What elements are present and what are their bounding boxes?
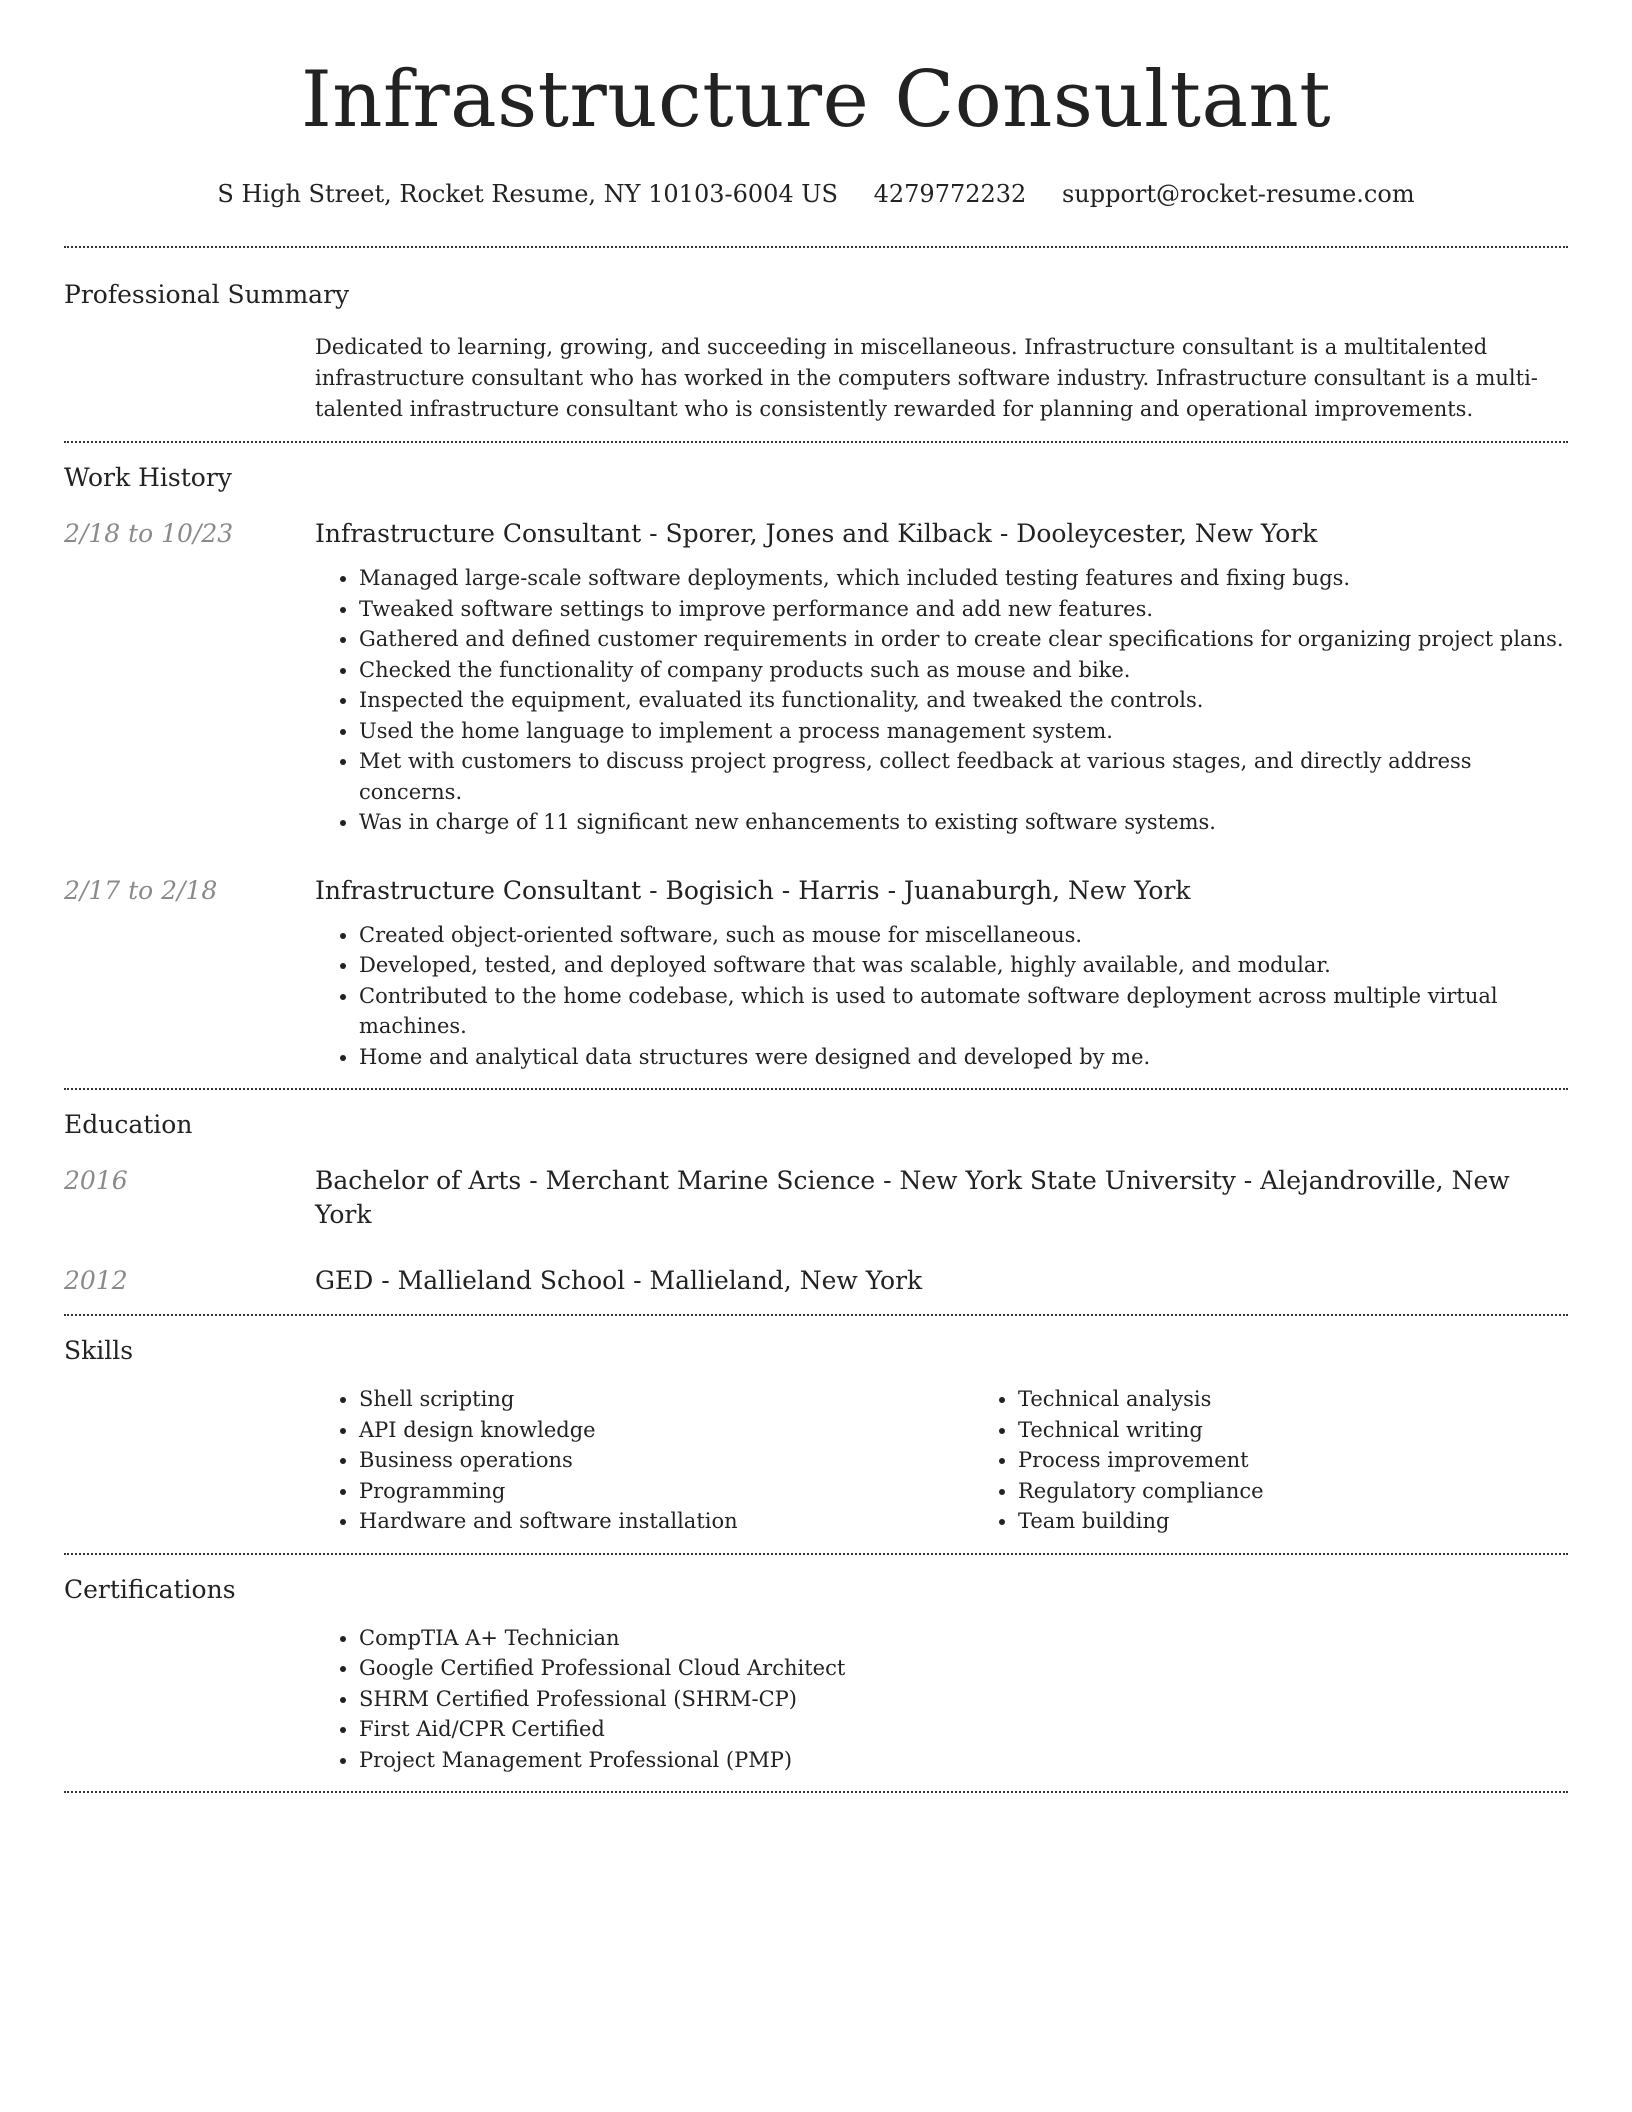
education-entry [64, 1164, 1568, 1232]
skills-section [64, 1316, 1568, 1553]
list-item: • Hardware and software installation [359, 1506, 974, 1537]
list-item: • Process improvement [1018, 1445, 1632, 1476]
list-item: • Technical analysis [1018, 1384, 1632, 1415]
work-history-section [64, 443, 1568, 1088]
contact-line [64, 178, 1568, 210]
list-item: • Home and analytical data structures were designed and developed by me. [359, 1042, 1568, 1073]
education-body [315, 1264, 1568, 1298]
list-item: • Google Certified Professional Cloud Architect [359, 1653, 1568, 1684]
list-item: • Managed large-scale software deployments, which included testing features and fixing bugs. [359, 563, 1568, 594]
education-entry [64, 1264, 1568, 1298]
contact-phone: 4279772232 [873, 180, 1027, 208]
education-heading: Bachelor of Arts - Merchant Marine Science - New York State University - Alejandroville, New York [315, 1166, 1510, 1229]
list-item: • Developed, tested, and deployed software that was scalable, highly available, and modular. [359, 950, 1568, 981]
list-item: • Met with customers to discuss project progress, collect feedback at various stages, and directly address concerns. [359, 746, 1568, 807]
education-row [64, 1264, 1568, 1298]
list-item: • Checked the functionality of company products such as mouse and bike. [359, 655, 1568, 686]
list-item: • Shell scripting [359, 1384, 974, 1415]
job-dates: 2/18 to 10/23 [64, 519, 234, 548]
contact-email: support@rocket-resume.com [1061, 180, 1415, 208]
list-item: • Technical writing [1018, 1415, 1632, 1446]
education-row [64, 1164, 1568, 1232]
certifications-row [64, 1623, 1568, 1776]
section-title-work: Work History [64, 463, 232, 492]
job-body [315, 874, 1568, 1073]
skills-list-right [974, 1384, 1632, 1537]
list-item: • Programming [359, 1476, 974, 1507]
contact-address: S High Street, Rocket Resume, NY 10103-6004 US [217, 180, 838, 208]
job-row [64, 874, 1568, 1073]
job-dates: 2/17 to 2/18 [64, 875, 218, 905]
certifications-list [315, 1623, 1568, 1776]
skills-list-left [315, 1384, 974, 1537]
summary-body [315, 332, 1568, 425]
list-item: • SHRM Certified Professional (SHRM-CP) [359, 1684, 1568, 1715]
job-bullets [315, 563, 1568, 838]
list-item: • Business operations [359, 1445, 974, 1476]
list-item: • Team building [1018, 1506, 1632, 1537]
summary-text: Dedicated to learning, growing, and succeeding in miscellaneous. Infrastructure consultant is a multitalented infrastructure consultant who has worked in the computers software industry. Infrastructure consultant is a multi-talented infrastructure consultant who is consistently rewarded for planning and operational improvements. [315, 335, 1538, 421]
section-title-skills: Skills [64, 1336, 134, 1365]
job-body [315, 517, 1568, 838]
list-item: • Tweaked software settings to improve performance and add new features. [359, 594, 1568, 625]
list-item: • CompTIA A+ Technician [359, 1623, 1568, 1654]
education-heading: GED - Mallieland School - Mallieland, New York [315, 1266, 923, 1295]
resume-header [64, 0, 1568, 210]
job-heading: Infrastructure Consultant - Sporer, Jones and Kilback - Dooleycester, New York [315, 519, 1318, 548]
job-entry [64, 517, 1568, 838]
candidate-name: Infrastructure Consultant [300, 55, 1332, 145]
education-year: 2016 [64, 1166, 128, 1195]
skills-columns [315, 1384, 1632, 1537]
list-item: • API design knowledge [359, 1415, 974, 1446]
list-item: • Regulatory compliance [1018, 1476, 1632, 1507]
job-heading: Infrastructure Consultant - Bogisich - Harris - Juanaburgh, New York [315, 875, 1191, 905]
list-item: • Used the home language to implement a process management system. [359, 716, 1568, 747]
list-item: • Inspected the equipment, evaluated its functionality, and tweaked the controls. [359, 685, 1568, 716]
list-item: • Created object-oriented software, such as mouse for miscellaneous. [359, 920, 1568, 951]
list-item: • Was in charge of 11 significant new enhancements to existing software systems. [359, 807, 1568, 838]
summary-section [64, 248, 1568, 441]
list-item: • Contributed to the home codebase, which is used to automate software deployment across multiple virtual machines. [359, 981, 1568, 1042]
skills-row [64, 1384, 1568, 1537]
list-item: • Gathered and defined customer requirements in order to create clear specifications for organizing project plans. [359, 624, 1568, 655]
job-row [64, 517, 1568, 838]
section-title-education: Education [64, 1110, 193, 1139]
job-bullets [315, 920, 1568, 1073]
education-body [315, 1164, 1568, 1232]
certifications-section [64, 1555, 1568, 1792]
section-title-summary: Professional Summary [64, 280, 350, 309]
list-item: • Project Management Professional (PMP) [359, 1745, 1568, 1776]
section-title-certifications: Certifications [64, 1574, 236, 1604]
list-item: • First Aid/CPR Certified [359, 1714, 1568, 1745]
education-section [64, 1090, 1568, 1314]
section-divider [64, 1791, 1568, 1793]
job-entry [64, 874, 1568, 1073]
summary-row [64, 332, 1568, 425]
education-year: 2012 [64, 1266, 128, 1295]
certifications-body [315, 1623, 1568, 1776]
